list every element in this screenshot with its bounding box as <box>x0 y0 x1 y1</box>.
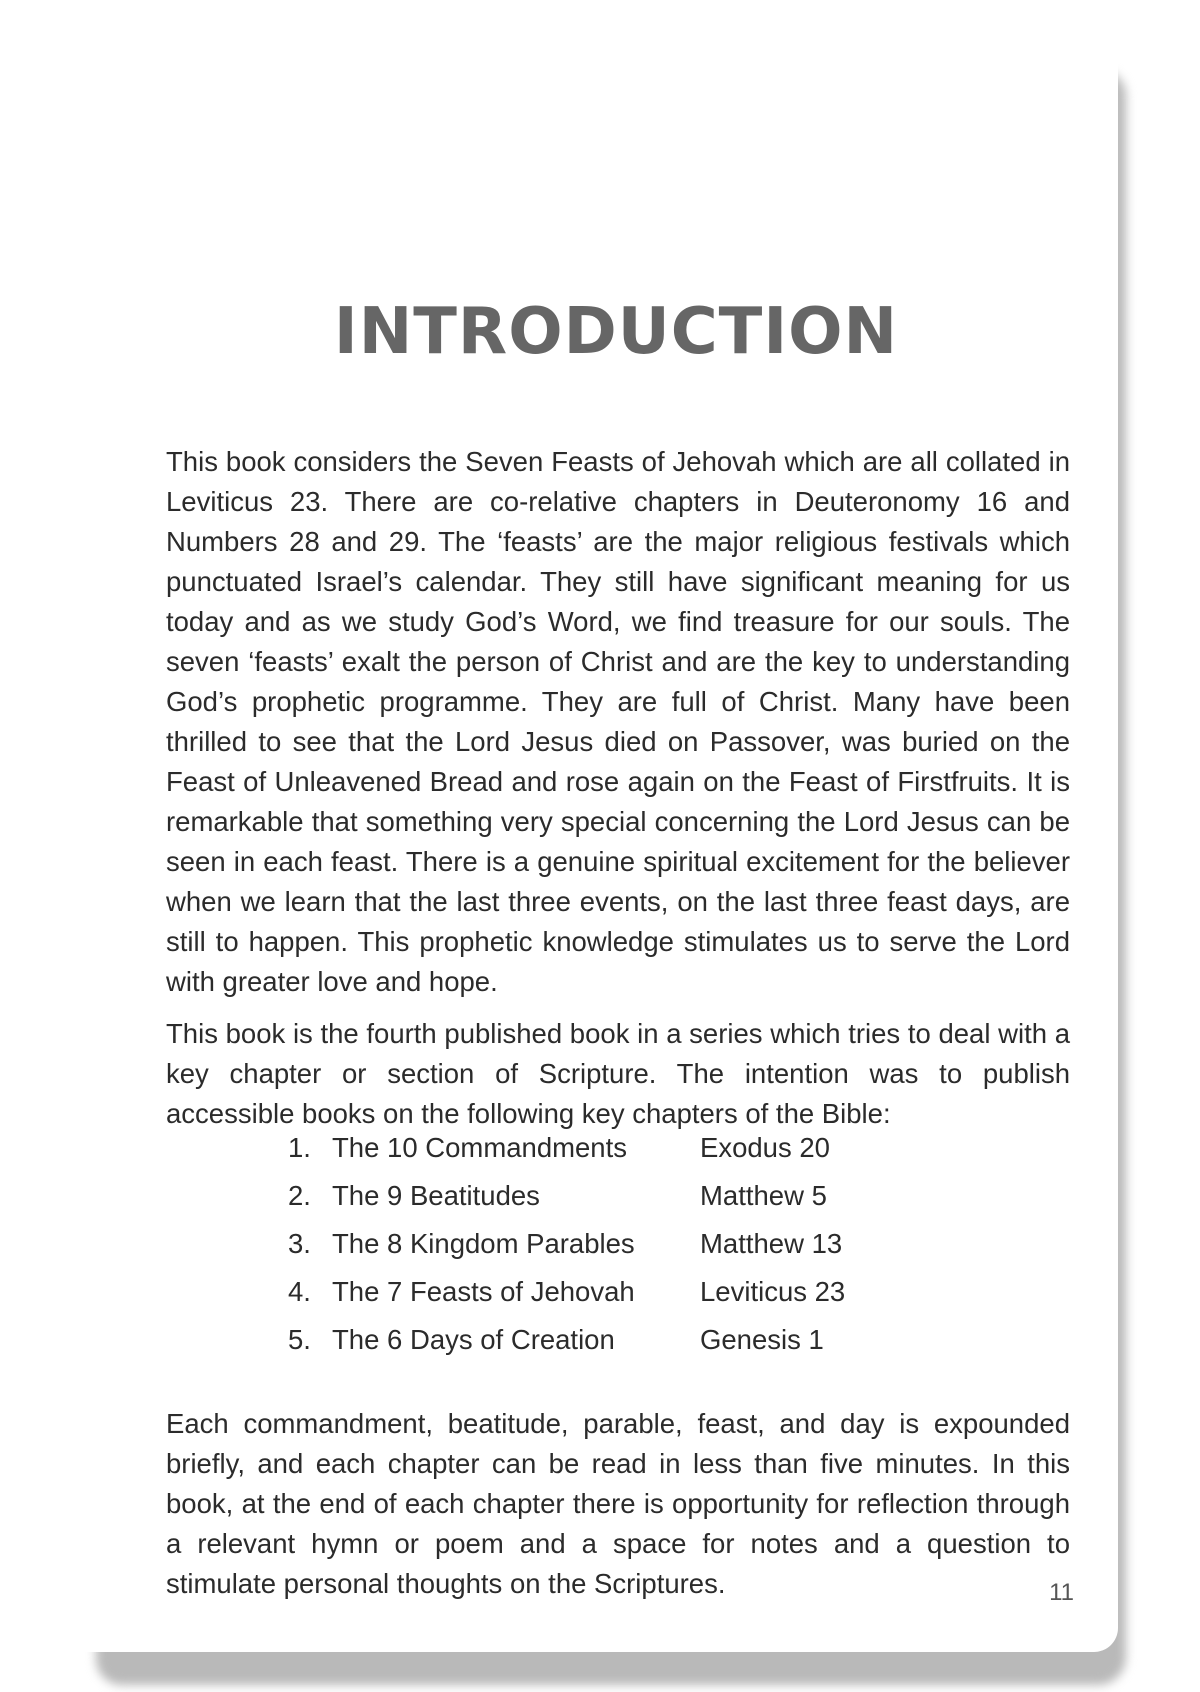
list-item-title: The 8 Kingdom Parables <box>332 1228 635 1259</box>
page-number: 11 <box>1049 1579 1074 1606</box>
list-item <box>280 1220 980 1268</box>
list-item-number: 2. <box>288 1180 311 1211</box>
list-item-reference: Matthew 13 <box>700 1228 843 1259</box>
list-item-number: 4. <box>288 1276 311 1307</box>
list-item-title: The 10 Commandments <box>332 1132 627 1163</box>
intro-paragraph-3: Each commandment, beatitude, parable, feast, and day is expounded briefly, and each chapter can be read in less than five minutes. In this book, at the end of each chapter there is opportunity for reflection through a relevant hymn or poem and a space for notes and a question to stimulate personal thoughts on the Scriptures. <box>166 1407 1070 1599</box>
list-item <box>280 1124 980 1172</box>
page-title: INTRODUCTION <box>333 295 899 369</box>
list-item-number: 3. <box>288 1228 311 1259</box>
list-item-title: The 7 Feasts of Jehovah <box>332 1276 635 1307</box>
list-item-reference: Genesis 1 <box>700 1324 824 1355</box>
book-series-list <box>280 1124 980 1364</box>
list-item <box>280 1268 980 1316</box>
list-item-reference: Leviticus 23 <box>700 1276 846 1307</box>
list-item <box>280 1316 980 1364</box>
intro-paragraph-1: This book considers the Seven Feasts of Jehovah which are all collated in Leviticus 23. There are co-relative chapters in Deuteronomy 16 and Numbers 28 and 29. The ‘feasts’ are the major religious festivals which punctuated Israel’s calendar. They still have significant meaning for us today and as we study God’s Word, we find treasure for our souls. The seven ‘feasts’ exalt the person of Christ and are the key to understanding God’s prophetic programme. They are full of Christ. Many have been thrilled to see that the Lord Jesus died on Passover, was buried on the Feast of Unleavened Bread and rose again on the Feast of Firstfruits. It is remarkable that something very special concerning the Lord Jesus can be seen in each feast. There is a genuine spiritual excitement for the believer when we learn that the last three events, on the last three feast days, are still to happen. This prophetic knowledge stimulates us to serve the Lord with greater love and hope. <box>166 445 1070 997</box>
list-item-number: 1. <box>288 1132 311 1163</box>
intro-paragraph-2: This book is the fourth published book in a series which tries to deal with a key chapter or section of Scripture. The intention was to publish accessible books on the following key chapters of the Bible: <box>166 1017 1070 1129</box>
list-item-number: 5. <box>288 1324 311 1355</box>
list-item-title: The 6 Days of Creation <box>332 1324 615 1355</box>
list-item-reference: Matthew 5 <box>700 1180 827 1211</box>
list-item <box>280 1172 980 1220</box>
list-item-reference: Exodus 20 <box>700 1132 830 1163</box>
list-item-title: The 9 Beatitudes <box>332 1180 540 1211</box>
